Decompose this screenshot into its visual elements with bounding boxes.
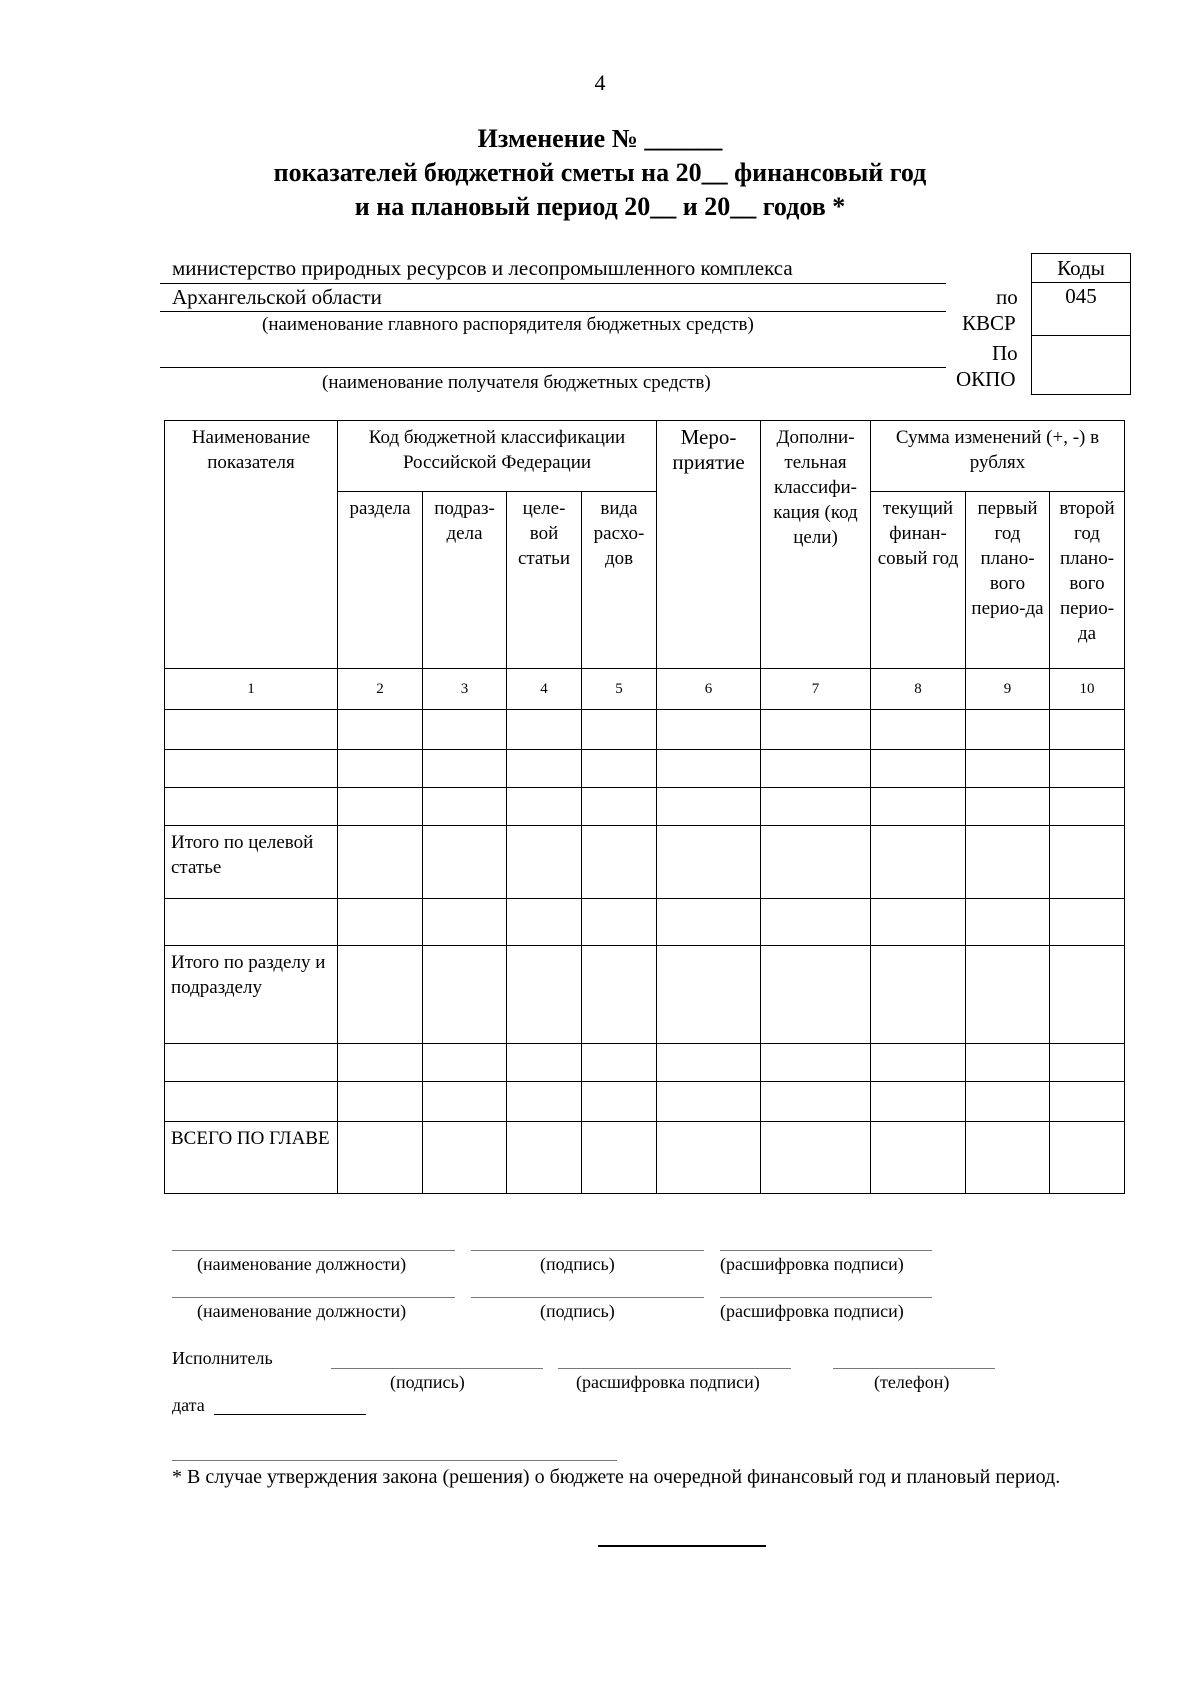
signature-line-position-1[interactable]	[172, 1250, 455, 1251]
row-label	[165, 1082, 338, 1122]
table-cell[interactable]	[507, 1122, 582, 1194]
table-cell[interactable]	[507, 826, 582, 899]
table-cell[interactable]	[423, 899, 507, 946]
table-cell[interactable]	[338, 750, 423, 788]
table-cell[interactable]	[761, 750, 871, 788]
row-label	[165, 1044, 338, 1082]
row-label-total-section: Итого по разделу и подразделу	[165, 946, 338, 1044]
table-row	[165, 750, 1125, 788]
okpo-code-cell	[1031, 336, 1131, 395]
document-title-line-3: и на плановый период 20__ и 20__ годов *	[354, 192, 846, 221]
table-cell[interactable]	[338, 1044, 423, 1082]
table-cell[interactable]	[1050, 1122, 1125, 1194]
underline-ministry-1	[160, 283, 946, 284]
okpo-label: ОКПО	[956, 367, 1016, 391]
table-row-total-section	[165, 946, 1125, 1044]
table-cell[interactable]	[657, 1082, 761, 1122]
underline-ministry-2	[160, 311, 946, 312]
ministry-name-line-2: Архангельской области	[172, 285, 382, 309]
table-cell[interactable]	[423, 946, 507, 1044]
signature-line-decoding-1[interactable]	[720, 1250, 932, 1251]
table-cell[interactable]	[582, 1082, 657, 1122]
header-second-planning-year: второй год плано-вого перио-да	[1050, 492, 1125, 669]
caption-recipient: (наименование получателя бюджетных средств)	[322, 372, 711, 393]
caption-position-2: (наименование должности)	[197, 1301, 407, 1321]
footnote-text: * В случае утверждения закона (решения) о бюджете на очередной финансовый год и плановый период.	[172, 1466, 1061, 1488]
table-row	[165, 788, 1125, 826]
table-cell[interactable]	[871, 710, 966, 750]
table-cell[interactable]	[338, 788, 423, 826]
header-target-article: целе-вой статьи	[507, 492, 582, 669]
table-cell[interactable]	[761, 710, 871, 750]
header-first-planning-year: первый год плано-вого перио-да	[966, 492, 1050, 669]
table-cell[interactable]	[338, 1122, 423, 1194]
kvsr-label: КВСР	[962, 311, 1016, 335]
caption-main-manager: (наименование главного распорядителя бюджетных средств)	[262, 314, 754, 335]
date-line[interactable]	[214, 1414, 366, 1415]
signature-line-decoding-2[interactable]	[720, 1297, 932, 1298]
closing-rule	[598, 1545, 766, 1547]
table-cell[interactable]	[966, 946, 1050, 1044]
column-numbers-row	[165, 669, 1125, 710]
table-cell[interactable]	[338, 946, 423, 1044]
header-budget-code-group: Код бюджетной классификации Российской Федерации	[338, 421, 657, 492]
column-number: 4	[507, 669, 582, 710]
table-cell[interactable]	[423, 1044, 507, 1082]
table-cell[interactable]	[582, 710, 657, 750]
codes-header-cell: Коды	[1031, 253, 1131, 283]
table-cell[interactable]	[871, 1122, 966, 1194]
table-cell[interactable]	[871, 946, 966, 1044]
document-title-line-1: Изменение № ______	[477, 124, 723, 153]
table-cell[interactable]	[1050, 946, 1125, 1044]
row-label	[165, 788, 338, 826]
table-row-total-target	[165, 826, 1125, 899]
table-cell[interactable]	[338, 1082, 423, 1122]
table-cell[interactable]	[507, 750, 582, 788]
executor-signature-line[interactable]	[331, 1368, 543, 1369]
column-number: 1	[165, 669, 338, 710]
header-subsection: подраз-дела	[423, 492, 507, 669]
table-cell[interactable]	[966, 788, 1050, 826]
caption-decoding-2: (расшифровка подписи)	[720, 1301, 904, 1321]
signature-line-sign-1[interactable]	[471, 1250, 704, 1251]
caption-position-1: (наименование должности)	[197, 1254, 407, 1274]
table-cell[interactable]	[507, 899, 582, 946]
caption-executor-signature: (подпись)	[390, 1372, 465, 1392]
table-cell[interactable]	[582, 899, 657, 946]
kvsr-label-po: по	[996, 285, 1018, 309]
footnote-separator	[172, 1460, 617, 1461]
table-cell[interactable]	[1050, 750, 1125, 788]
table-cell[interactable]	[871, 750, 966, 788]
header-indicator-name: Наименование показателя	[165, 421, 338, 669]
table-cell[interactable]	[338, 710, 423, 750]
table-row	[165, 710, 1125, 750]
table-cell[interactable]	[507, 1044, 582, 1082]
table-cell[interactable]	[657, 899, 761, 946]
table-cell[interactable]	[1050, 1082, 1125, 1122]
page-number: 4	[594, 70, 606, 95]
table-cell[interactable]	[582, 1044, 657, 1082]
table-cell[interactable]	[871, 1044, 966, 1082]
table-cell[interactable]	[582, 946, 657, 1044]
table-cell[interactable]	[1050, 1044, 1125, 1082]
executor-label: Исполнитель	[172, 1348, 273, 1368]
table-cell[interactable]	[657, 788, 761, 826]
ministry-name-line-1: министерство природных ресурсов и лесопромышленного комплекса	[172, 256, 793, 280]
table-cell[interactable]	[966, 1122, 1050, 1194]
table-cell[interactable]	[966, 826, 1050, 899]
table-cell[interactable]	[657, 710, 761, 750]
column-number: 2	[338, 669, 423, 710]
table-cell[interactable]	[423, 710, 507, 750]
caption-phone: (телефон)	[874, 1372, 950, 1392]
table-cell[interactable]	[761, 1082, 871, 1122]
table-cell[interactable]	[338, 826, 423, 899]
table-cell[interactable]	[1050, 788, 1125, 826]
column-number: 10	[1050, 669, 1125, 710]
table-cell[interactable]	[423, 826, 507, 899]
table-cell[interactable]	[657, 750, 761, 788]
signature-line-sign-2[interactable]	[471, 1297, 704, 1298]
okpo-label-po: По	[992, 341, 1018, 365]
table-cell[interactable]	[761, 946, 871, 1044]
column-number: 3	[423, 669, 507, 710]
column-number: 9	[966, 669, 1050, 710]
table-cell[interactable]	[423, 788, 507, 826]
column-number: 5	[582, 669, 657, 710]
table-cell[interactable]	[657, 1122, 761, 1194]
executor-decoding-line[interactable]	[558, 1368, 791, 1369]
table-cell[interactable]	[338, 899, 423, 946]
table-cell[interactable]	[761, 788, 871, 826]
date-label: дата	[172, 1395, 205, 1415]
table-row	[165, 1044, 1125, 1082]
table-cell[interactable]	[871, 1082, 966, 1122]
table-cell[interactable]	[871, 826, 966, 899]
table-row	[165, 899, 1125, 946]
column-number: 7	[761, 669, 871, 710]
header-event: Меро-приятие	[657, 421, 761, 669]
table-row-grand-total	[165, 1122, 1125, 1194]
row-label	[165, 750, 338, 788]
caption-decoding-1: (расшифровка подписи)	[720, 1254, 904, 1274]
header-section: раздела	[338, 492, 423, 669]
table-cell[interactable]	[657, 1044, 761, 1082]
executor-phone-line[interactable]	[833, 1368, 995, 1369]
table-cell[interactable]	[582, 1122, 657, 1194]
kvsr-code-cell: 045	[1031, 281, 1131, 336]
table-cell[interactable]	[1050, 710, 1125, 750]
table-cell[interactable]	[507, 1082, 582, 1122]
table-cell[interactable]	[582, 750, 657, 788]
caption-signature-2: (подпись)	[540, 1301, 615, 1321]
table-cell[interactable]	[966, 750, 1050, 788]
table-cell[interactable]	[761, 899, 871, 946]
table-cell[interactable]	[966, 1044, 1050, 1082]
table-cell[interactable]	[657, 946, 761, 1044]
table-cell[interactable]	[966, 1082, 1050, 1122]
row-label-grand-total: ВСЕГО ПО ГЛАВЕ	[165, 1122, 338, 1194]
table-row	[165, 1082, 1125, 1122]
table-cell[interactable]	[423, 1082, 507, 1122]
table-cell[interactable]	[657, 826, 761, 899]
caption-executor-decoding: (расшифровка подписи)	[576, 1372, 760, 1392]
table-cell[interactable]	[761, 1044, 871, 1082]
budget-changes-table	[164, 420, 1125, 1194]
table-cell[interactable]	[507, 788, 582, 826]
table-cell[interactable]	[871, 788, 966, 826]
table-cell[interactable]	[966, 899, 1050, 946]
table-cell[interactable]	[761, 1122, 871, 1194]
row-label-total-target: Итого по целевой статье	[165, 826, 338, 899]
table-cell[interactable]	[507, 946, 582, 1044]
caption-signature-1: (подпись)	[540, 1254, 615, 1274]
table-cell[interactable]	[966, 710, 1050, 750]
header-current-year: текущий финан-совый год	[871, 492, 966, 669]
table-cell[interactable]	[1050, 899, 1125, 946]
row-label	[165, 899, 338, 946]
signature-line-position-2[interactable]	[172, 1297, 455, 1298]
header-additional-classification: Дополни-тельная классифи-кация (код цели)	[761, 421, 871, 669]
table-cell[interactable]	[761, 826, 871, 899]
table-cell[interactable]	[423, 750, 507, 788]
table-cell[interactable]	[871, 899, 966, 946]
table-cell[interactable]	[582, 788, 657, 826]
column-number: 6	[657, 669, 761, 710]
table-cell[interactable]	[507, 710, 582, 750]
table-cell[interactable]	[1050, 826, 1125, 899]
underline-recipient	[160, 367, 946, 368]
column-number: 8	[871, 669, 966, 710]
document-title-line-2: показателей бюджетной сметы на 20__ финансовый год	[273, 158, 927, 187]
table-cell[interactable]	[582, 826, 657, 899]
header-expense-type: вида расхо-дов	[582, 492, 657, 669]
header-sum-changes-group: Сумма изменений (+, -) в рублях	[871, 421, 1125, 492]
table-cell[interactable]	[423, 1122, 507, 1194]
row-label	[165, 710, 338, 750]
